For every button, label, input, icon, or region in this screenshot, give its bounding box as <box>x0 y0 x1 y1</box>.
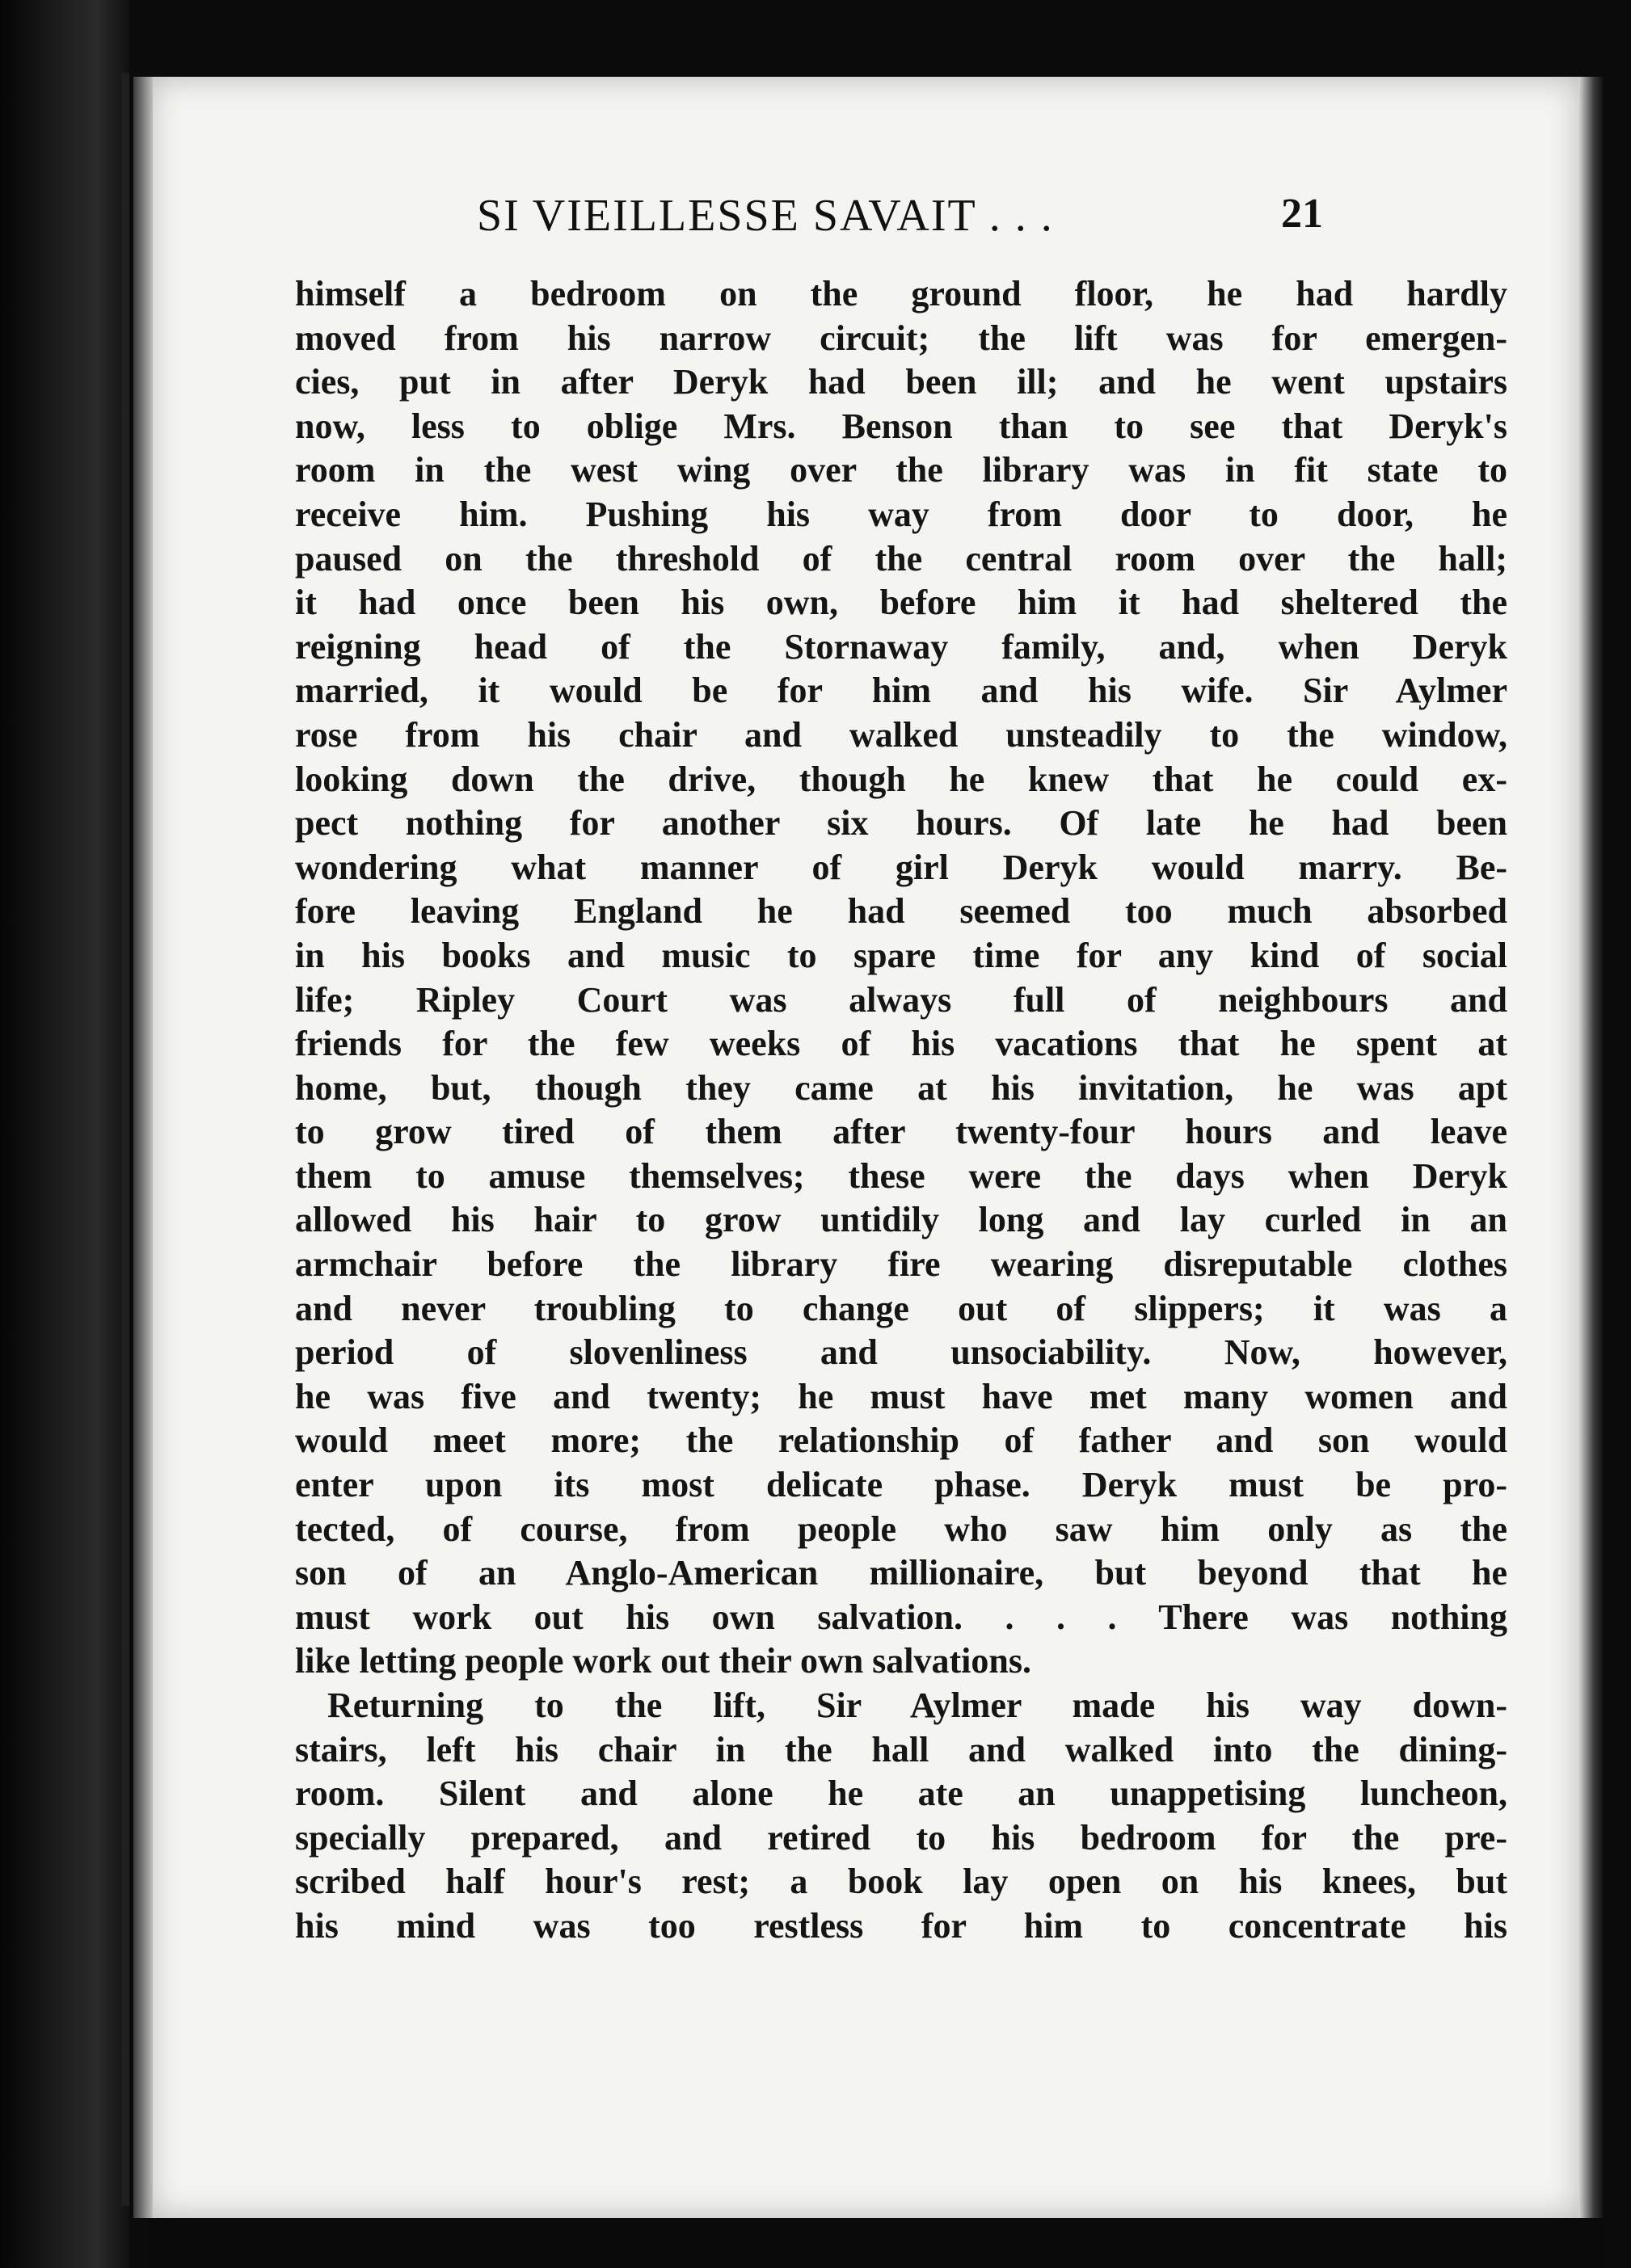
text-line: Returning to the lift, Sir Aylmer made his way down- <box>327 1685 1507 1725</box>
page-number: 21 <box>1281 191 1323 237</box>
text-line: tected, of course, from people who saw him only as the <box>295 1508 1507 1549</box>
text-line: allowed his hair to grow untidily long and lay curled in an <box>295 1200 1507 1240</box>
book-spine-edge <box>0 0 129 2268</box>
text-line: like letting people work out their own salvations. <box>295 1641 1032 1681</box>
text-line: enter upon its most delicate phase. Deryk must be pro- <box>295 1465 1507 1505</box>
text-line: it had once been his own, before him it had sheltered the <box>295 583 1507 623</box>
text-line: wondering what manner of girl Deryk would marry. Be- <box>295 847 1507 887</box>
text-line: and never troubling to change out of slippers; it was a <box>295 1288 1507 1328</box>
text-line: friends for the few weeks of his vacations that he spent at <box>295 1024 1507 1064</box>
text-line: in his books and music to spare time for any kind of social <box>295 935 1507 975</box>
running-header <box>150 190 1580 255</box>
body-text <box>295 272 1507 1949</box>
text-line: scribed half hour's rest; a book lay open on his knees, but <box>295 1862 1507 1902</box>
text-line: himself a bedroom on the ground floor, he had hardly <box>295 274 1507 313</box>
bottom-scan-border <box>150 2218 1604 2268</box>
text-line: home, but, though they came at his invitation, he was apt <box>295 1067 1507 1108</box>
text-line: them to amuse themselves; these were the days when Deryk <box>295 1155 1507 1196</box>
running-title: SI VIEILLESSE SAVAIT . . . <box>477 191 1054 241</box>
text-line: cies, put in after Deryk had been ill; and he went upstairs <box>295 362 1507 402</box>
text-line: pect nothing for another six hours. Of late he had been <box>295 803 1507 844</box>
spine-shadow <box>121 73 129 2206</box>
text-line: son of an Anglo-American millionaire, but beyond that he <box>295 1553 1507 1593</box>
text-line: would meet more; the relationship of father and son would <box>295 1420 1507 1461</box>
text-line: must work out his own salvation. . . . There was nothing <box>295 1597 1507 1637</box>
text-line: life; Ripley Court was always full of neighbours and <box>295 979 1507 1020</box>
text-line: receive him. Pushing his way from door to door, he <box>295 494 1507 534</box>
paragraph-1 <box>295 272 1507 1684</box>
text-line: he was five and twenty; he must have met many women and <box>295 1376 1507 1416</box>
text-line: married, it would be for him and his wife. Sir Aylmer <box>295 671 1507 711</box>
text-line: moved from his narrow circuit; the lift was for emergen- <box>295 318 1507 358</box>
text-line: to grow tired of them after twenty-four hours and leave <box>295 1112 1507 1152</box>
text-line: fore leaving England he had seemed too much absorbed <box>295 891 1507 932</box>
text-line: room in the west wing over the library was in fit state to <box>295 450 1507 490</box>
paragraph-2 <box>295 1684 1507 1949</box>
text-line: reigning head of the Stornaway family, and, when Deryk <box>295 626 1507 667</box>
text-line: specially prepared, and retired to his bedroom for the pre- <box>295 1817 1507 1858</box>
text-line: room. Silent and alone he ate an unappetising luncheon, <box>295 1774 1507 1814</box>
text-line: looking down the drive, though he knew that he could ex- <box>295 759 1507 799</box>
page <box>150 77 1580 2218</box>
text-line: rose from his chair and walked unsteadily to the window, <box>295 714 1507 755</box>
text-line: his mind was too restless for him to concentrate his <box>295 1905 1507 1946</box>
text-line: period of slovenliness and unsociability. Now, however, <box>295 1332 1507 1373</box>
text-line: stairs, left his chair in the hall and walked into the dining- <box>295 1729 1507 1769</box>
text-line: paused on the threshold of the central room over the hall; <box>295 538 1507 579</box>
text-line: now, less to oblige Mrs. Benson than to see that Deryk's <box>295 406 1507 446</box>
text-line: armchair before the library fire wearing disreputable clothes <box>295 1244 1507 1285</box>
